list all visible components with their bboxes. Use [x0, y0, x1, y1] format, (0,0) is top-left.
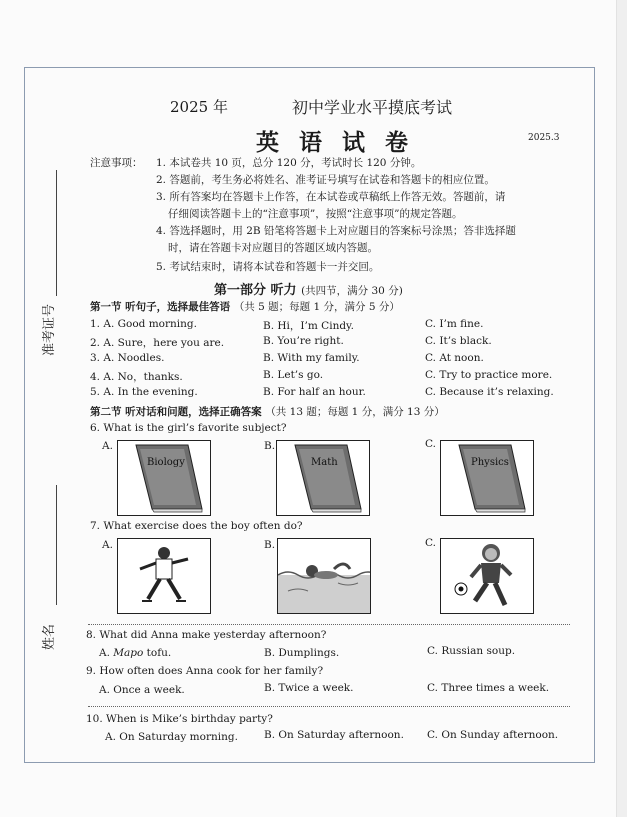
q6-label-c: C.: [425, 438, 436, 450]
q10-option-b: B. On Saturday afternoon.: [264, 729, 404, 741]
exam-date: 2025.3: [528, 133, 560, 143]
q10-question: 10. When is Mike’s birthday party?: [86, 713, 273, 725]
q3-option-b: B. With my family.: [263, 352, 360, 364]
exam-year: 2025 年: [170, 98, 228, 116]
q6-label-a: A.: [102, 440, 113, 452]
q7-label-c: C.: [425, 537, 436, 549]
part1-title: [214, 279, 403, 298]
q8-question: 8. What did Anna make yesterday afternoon?: [86, 629, 327, 641]
q4-option-b: B. Let’s go.: [263, 369, 324, 381]
q8-option-a: [99, 647, 171, 659]
q6-label-b: B.: [264, 440, 276, 452]
exam-id-line: [56, 170, 57, 296]
notice-item-3-cont: 仔细阅读答题卡上的“注意事项”，按照“注意事项”的规定答题。: [168, 208, 463, 220]
part1-note: (共四节，满分 30 分): [301, 285, 403, 297]
section2-title: [90, 404, 445, 419]
q1-option-c: C. I’m fine.: [425, 318, 484, 330]
notice-item-1: 1. 本试卷共 10 页，总分 120 分，考试时长 120 分钟。: [156, 157, 422, 169]
math-book-icon: [277, 441, 369, 515]
q6-question: 6. What is the girl’s favorite subject?: [90, 422, 287, 434]
vertical-scrollbar[interactable]: [616, 0, 627, 817]
subject-title: 英 语 试 卷: [256, 129, 415, 156]
book-label-physics: Physics: [471, 457, 509, 468]
q8-option-c: C. Russian soup.: [427, 645, 516, 657]
q5-option-a: 5. A. In the evening.: [90, 386, 198, 398]
tai-chi-icon: [118, 539, 210, 613]
section2-title-text: 第二节 听对话和问题，选择正确答案: [90, 406, 262, 418]
q5-option-c: C. Because it’s relaxing.: [425, 386, 554, 398]
q7-label-b: B.: [264, 539, 276, 551]
q7-image-b: [277, 538, 371, 614]
swimming-icon: [278, 539, 370, 613]
part1-title-text: 第一部分 听力: [214, 283, 297, 298]
section2-note: （共 13 题；每题 1 分，满分 13 分）: [265, 406, 445, 418]
section1-note: （共 5 题；每题 1 分，满分 5 分）: [233, 301, 400, 313]
q9-option-b: B. Twice a week.: [264, 682, 354, 694]
q8-option-a-prefix: A.: [99, 647, 114, 659]
q2-option-c: C. It’s black.: [425, 335, 492, 347]
q7-question: 7. What exercise does the boy often do?: [90, 520, 303, 532]
exam-title: 初中学业水平摸底考试: [292, 98, 453, 117]
q8-option-a-italic: Mapo: [113, 647, 144, 659]
notice-item-4-cont: 时，请在答题卡对应题目的答题区域内答题。: [168, 242, 378, 254]
q3-option-a: 3. A. Noodles.: [90, 352, 165, 364]
section1-title: [90, 299, 400, 314]
q9-option-a: A. Once a week.: [99, 684, 185, 696]
q6-image-b: [276, 440, 370, 516]
notice-label: 注意事项：: [90, 157, 143, 169]
divider-dotted-1: [88, 624, 570, 625]
divider-dotted-2: [88, 706, 570, 707]
q4-option-c: C. Try to practice more.: [425, 369, 553, 381]
football-icon: [441, 539, 533, 613]
q4-option-a: 4. A. No，thanks.: [90, 371, 183, 383]
physics-book-icon: [441, 441, 533, 515]
q7-image-a: [117, 538, 211, 614]
q6-image-c: [440, 440, 534, 516]
q1-option-b: B. Hi，I’m Cindy.: [263, 320, 354, 332]
q9-option-c: C. Three times a week.: [427, 682, 550, 694]
exam-id-label: 准考证号: [42, 303, 57, 356]
notice-item-2: 2. 答题前，考生务必将姓名、准考证号填写在试卷和答题卡的相应位置。: [156, 174, 495, 186]
notice-item-3: 3. 所有答案均在答题卡上作答，在本试卷或草稿纸上作答无效。答题前，请: [156, 191, 506, 203]
name-label: 姓名: [42, 623, 57, 650]
q7-image-c: [440, 538, 534, 614]
q2-option-a: 2. A. Sure，here you are.: [90, 337, 225, 349]
q8-option-a-suffix: tofu.: [143, 647, 172, 659]
q6-image-a: [117, 440, 211, 516]
q1-option-a: 1. A. Good morning.: [90, 318, 197, 330]
q2-option-b: B. You’re right.: [263, 335, 344, 347]
book-label-math: Math: [311, 457, 338, 468]
q8-option-b: B. Dumplings.: [264, 647, 340, 659]
q3-option-c: C. At noon.: [425, 352, 484, 364]
q9-question: 9. How often does Anna cook for her family?: [86, 665, 324, 677]
notice-item-5: 5. 考试结束时，请将本试卷和答题卡一并交回。: [156, 261, 380, 273]
biology-book-icon: [118, 441, 210, 515]
book-label-biology: Biology: [147, 457, 185, 468]
q7-label-a: A.: [102, 539, 113, 551]
q5-option-b: B. For half an hour.: [263, 386, 366, 398]
name-line: [56, 485, 57, 605]
section1-title-text: 第一节 听句子，选择最佳答语: [90, 301, 231, 313]
q10-option-c: C. On Sunday afternoon.: [427, 729, 559, 741]
q10-option-a: A. On Saturday morning.: [105, 731, 238, 743]
notice-item-4: 4. 答选择题时，用 2B 铅笔将答题卡上对应题目的答案标号涂黑；答非选择题: [156, 225, 516, 237]
